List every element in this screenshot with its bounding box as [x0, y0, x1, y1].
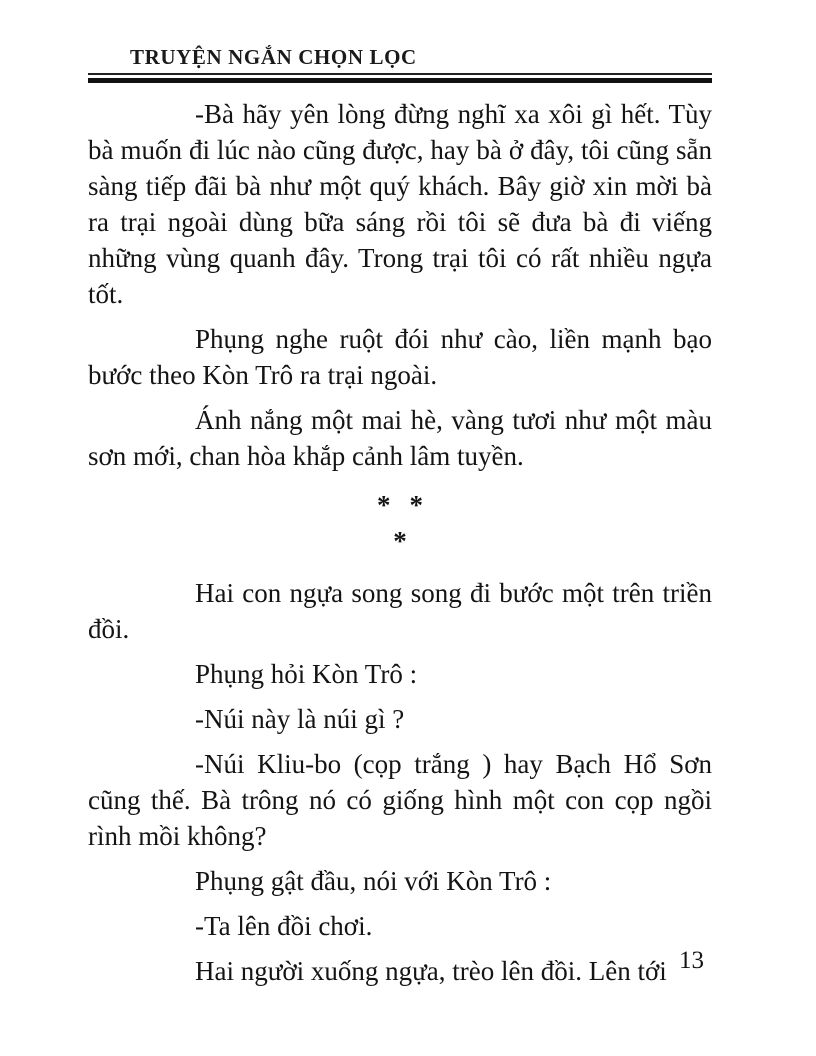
header-rule-thin: [88, 73, 712, 75]
paragraph: -Núi Kliu-bo (cọp trắng ) hay Bạch Hổ Sơn cũng thế. Bà trông nó có giống hình một con cọp ngồi rình mồi không?: [88, 749, 712, 851]
page-number: 13: [679, 947, 704, 974]
paragraph: Phụng nghe ruột đói như cào, liền mạnh bạo bước theo Kòn Trô ra trại ngoài.: [88, 324, 712, 390]
running-header: [88, 44, 712, 83]
paragraph: Phụng gật đầu, nói với Kòn Trô :: [195, 866, 552, 896]
paragraph: Hai người xuống ngựa, trèo lên đồi. Lên tới: [195, 956, 667, 986]
paragraph: Ánh nắng một mai hè, vàng tươi như một màu sơn mới, chan hòa khắp cảnh lâm tuyền.: [88, 405, 712, 471]
paragraph: -Bà hãy yên lòng đừng nghĩ xa xôi gì hết. Tùy bà muốn đi lúc nào cũng được, hay bà ở đây, tôi cũng sẵn sàng tiếp đãi bà như một quý khách. Bây giờ xin mời bà ra trại ngoài dùng bữa sáng rồi tôi sẽ đưa bà đi viếng những vùng quanh đây. Trong trại tôi có rất nhiều ngựa tốt.: [88, 99, 712, 309]
paragraph: -Núi này là núi gì ?: [195, 704, 405, 734]
separator-line-2: *: [393, 526, 407, 556]
paragraph: Phụng hỏi Kòn Trô :: [195, 659, 418, 689]
separator-line-1: * *: [377, 490, 423, 520]
paragraph: -Ta lên đồi chơi.: [195, 911, 373, 941]
running-header-title: TRUYỆN NGẮN CHỌN LỌC: [130, 45, 417, 69]
header-rule-thick: [88, 78, 712, 83]
page-body: [88, 96, 712, 989]
section-separator: [88, 487, 712, 559]
page-footer: [679, 946, 704, 976]
paragraph: Hai con ngựa song song đi bước một trên triền đồi.: [88, 578, 712, 644]
